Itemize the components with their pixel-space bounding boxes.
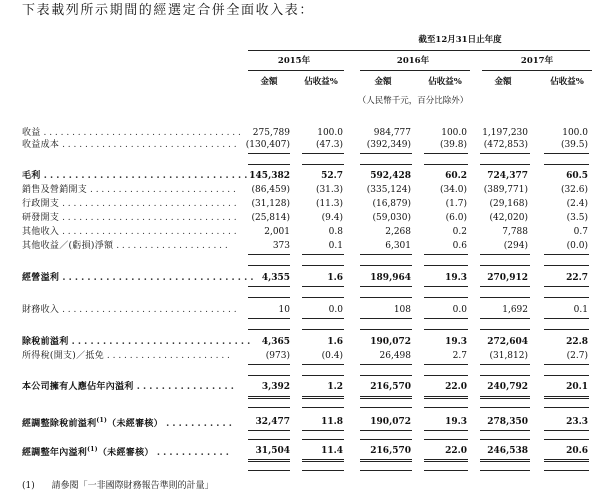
rule-13-col-4 xyxy=(480,439,530,440)
period-header: 截至12月31日止年度 xyxy=(418,35,502,45)
rule-12-col-1 xyxy=(302,430,344,431)
rule-3-col-0 xyxy=(248,265,290,266)
row-value: (130,407) xyxy=(245,140,290,150)
rule-6-col-0 xyxy=(248,318,290,319)
row-value: (392,349) xyxy=(366,140,411,150)
rule-13-col-0 xyxy=(248,439,290,440)
row-label-text: 經調整除稅前溢利 xyxy=(22,419,97,429)
rule-12-col-4 xyxy=(480,430,530,431)
row-value: 20.6 xyxy=(566,446,588,456)
year-2015: 2015年 xyxy=(277,56,311,66)
leader-dots: . . . . . . . . . . . . . . . . . . . . . . . . . . . . . . . . . . . xyxy=(40,171,260,181)
rule-13-col-5 xyxy=(544,439,589,440)
row-value: (47.3) xyxy=(315,140,343,150)
rule-3-col-5 xyxy=(544,265,589,266)
rule-6-col-3 xyxy=(424,318,468,319)
leader-dots: . . . . . . . . . . . . . . . . . . . . . . . . . . . . . . . xyxy=(59,140,237,150)
row-value: 2,268 xyxy=(385,227,411,237)
row-value: 20.1 xyxy=(566,382,588,392)
rule-7-col-3 xyxy=(424,329,468,330)
row-value: 190,072 xyxy=(370,417,411,427)
row-value: 7,788 xyxy=(502,227,528,237)
rule-7-col-2 xyxy=(360,329,412,330)
row-value: 11.8 xyxy=(321,417,343,427)
row-value: 1,692 xyxy=(502,305,528,315)
row-value: 6,301 xyxy=(385,241,411,251)
footnote-ref: (1) xyxy=(96,417,108,424)
row-value: 373 xyxy=(272,241,290,251)
row-value: 23.3 xyxy=(566,417,588,427)
rule-10-col-4 xyxy=(480,396,530,399)
row-value: 0.1 xyxy=(573,305,588,315)
row-label-text: 行政開支 xyxy=(22,199,60,209)
row-value: 189,964 xyxy=(370,273,411,283)
rule-6-col-2 xyxy=(360,318,412,319)
rule-1-col-1 xyxy=(302,164,344,165)
row-value: 246,538 xyxy=(487,446,528,456)
rule-1-col-4 xyxy=(480,164,530,165)
row-value: 108 xyxy=(393,305,411,315)
row-value: 592,428 xyxy=(370,171,411,181)
rule-12-col-0 xyxy=(248,430,290,431)
row-value: 1.6 xyxy=(327,273,343,283)
row-label-text: 經營溢利 xyxy=(22,273,60,283)
leader-dots: . . . . . . . . . . . . . . . . . . . . . . . . . . . . . . . xyxy=(59,273,254,283)
rule-9-col-1 xyxy=(302,375,344,376)
row-label xyxy=(22,242,228,251)
row-value: 100.0 xyxy=(317,128,343,138)
rule-10-col-1 xyxy=(302,396,344,399)
row-value: (3.5) xyxy=(566,213,588,223)
row-value: 22.7 xyxy=(566,273,588,283)
rule-2-col-1 xyxy=(302,254,344,255)
row-value: (973) xyxy=(265,351,290,361)
unaudited-tag: （未經審核） xyxy=(97,448,154,458)
amount-label-2015: 金額 xyxy=(260,77,278,87)
row-value: 22.0 xyxy=(445,382,467,392)
rule-15-col-3 xyxy=(424,470,468,471)
row-value: 0.6 xyxy=(452,241,467,251)
leader-dots: . . . . . . . . . . . . . . . . . . . . . . . . . . . . . . . xyxy=(59,227,237,237)
year-rule-2017 xyxy=(482,70,592,71)
footnote-ref: (1) xyxy=(87,446,98,453)
year-rule-2016 xyxy=(360,70,470,71)
row-label-text: 除稅前溢利 xyxy=(22,337,69,347)
rule-0-col-1 xyxy=(302,153,344,154)
row-value: 190,072 xyxy=(370,337,411,347)
rule-8-col-3 xyxy=(424,364,468,365)
row-value: (2.7) xyxy=(566,351,588,361)
row-value: 216,570 xyxy=(370,382,411,392)
rule-12-col-5 xyxy=(544,430,589,431)
rule-4-col-5 xyxy=(544,286,589,287)
row-value: 0.2 xyxy=(452,227,467,237)
row-value: (39.8) xyxy=(439,140,467,150)
rule-14-col-0 xyxy=(248,459,290,462)
row-label-text: 本公司擁有人應佔年內溢利 xyxy=(22,382,134,392)
rule-6-col-1 xyxy=(302,318,344,319)
row-value: 4,355 xyxy=(261,273,290,283)
row-label-text: 收益 xyxy=(22,128,41,138)
row-value: 11.4 xyxy=(321,446,343,456)
row-value: 1.2 xyxy=(327,382,343,392)
rule-10-col-2 xyxy=(360,396,412,399)
unit-note: （人民幣千元，百分比除外） xyxy=(357,96,469,106)
pct-label-2016: 佔收益% xyxy=(428,77,462,87)
leader-dots: . . . . . . . . . . . . . . . . . . . . . . . . . . . . . xyxy=(68,337,251,347)
intro-text: 下表載列所示期間的經選定合併全面收入表： xyxy=(22,3,315,18)
footnote-text: 請參閱「一非國際財務報告準則的計量」 xyxy=(51,481,214,491)
rule-8-col-5 xyxy=(544,364,589,365)
row-value: (11.3) xyxy=(315,199,343,209)
leader-dots: . . . . . . . . . . . xyxy=(162,419,232,429)
rule-5-col-0 xyxy=(248,297,290,298)
row-value: (29,168) xyxy=(489,199,528,209)
row-label xyxy=(22,200,237,209)
rule-11-col-3 xyxy=(424,407,468,408)
row-value: 60.2 xyxy=(445,171,467,181)
row-value: 216,570 xyxy=(370,446,411,456)
rule-9-col-3 xyxy=(424,375,468,376)
row-value: 52.7 xyxy=(321,171,343,181)
row-label-text: 收益成本 xyxy=(22,140,60,150)
row-value: 3,392 xyxy=(261,382,290,392)
row-value: (31,812) xyxy=(489,351,528,361)
footnote-marker: (1) xyxy=(22,481,35,491)
row-label-text: 銷售及營銷開支 xyxy=(22,185,88,195)
row-label xyxy=(22,447,229,458)
rule-0-col-5 xyxy=(544,153,589,154)
row-value: (86,459) xyxy=(251,185,290,195)
rule-5-col-2 xyxy=(360,297,412,298)
row-value: 278,350 xyxy=(487,417,528,427)
row-label-text: 研發開支 xyxy=(22,213,60,223)
row-label xyxy=(22,352,230,361)
row-value: 26,498 xyxy=(379,351,411,361)
row-label xyxy=(22,129,241,138)
row-label xyxy=(22,186,236,195)
row-value: (0.0) xyxy=(566,241,588,251)
rule-9-col-4 xyxy=(480,375,530,376)
row-value: (9.4) xyxy=(321,213,343,223)
pct-label-2015: 佔收益% xyxy=(304,77,338,87)
row-label-text: 其他收入 xyxy=(22,227,60,237)
rule-14-col-1 xyxy=(302,459,344,462)
rule-13-col-3 xyxy=(424,439,468,440)
rule-11-col-1 xyxy=(302,407,344,408)
row-label xyxy=(22,228,237,237)
footnote xyxy=(22,482,214,491)
row-label-text: 經調整年內溢利 xyxy=(22,448,88,458)
rule-13-col-2 xyxy=(360,439,412,440)
rule-0-col-2 xyxy=(360,153,412,154)
row-value: 19.3 xyxy=(445,337,467,347)
row-value: 60.5 xyxy=(566,171,588,181)
rule-10-col-0 xyxy=(248,396,290,399)
row-value: (31,128) xyxy=(251,199,290,209)
row-value: (0.4) xyxy=(321,351,343,361)
row-value: 19.3 xyxy=(445,273,467,283)
row-value: 0.0 xyxy=(328,305,343,315)
row-value: (16,879) xyxy=(372,199,411,209)
rule-3-col-2 xyxy=(360,265,412,266)
year-2016: 2016年 xyxy=(396,56,430,66)
row-value: 32,477 xyxy=(255,417,290,427)
row-label-text: 其他收益／(虧損)淨額 xyxy=(22,241,114,251)
rule-9-col-2 xyxy=(360,375,412,376)
rule-0-col-4 xyxy=(480,153,530,154)
rule-9-col-5 xyxy=(544,375,589,376)
rule-1-col-2 xyxy=(360,164,412,165)
rule-7-col-0 xyxy=(248,329,290,330)
row-value: 145,382 xyxy=(249,171,290,181)
row-value: 0.1 xyxy=(328,241,343,251)
row-value: 1.6 xyxy=(327,337,343,347)
rule-15-col-5 xyxy=(544,470,589,471)
row-value: 2,001 xyxy=(264,227,290,237)
rule-0-col-0 xyxy=(248,153,290,154)
rule-5-col-1 xyxy=(302,297,344,298)
row-value: 4,365 xyxy=(261,337,290,347)
rule-3-col-3 xyxy=(424,265,468,266)
row-label-text: 財務收入 xyxy=(22,305,60,315)
rule-14-col-2 xyxy=(360,459,412,462)
rule-8-col-2 xyxy=(360,364,412,365)
row-value: (31.3) xyxy=(315,185,343,195)
rule-7-col-4 xyxy=(480,329,530,330)
rule-0-col-3 xyxy=(424,153,468,154)
rule-1-col-3 xyxy=(424,164,468,165)
row-value: 0.7 xyxy=(573,227,588,237)
rule-15-col-2 xyxy=(360,470,412,471)
row-value: (25,814) xyxy=(251,213,290,223)
row-label xyxy=(22,141,237,150)
rule-8-col-1 xyxy=(302,364,344,365)
rule-8-col-4 xyxy=(480,364,530,365)
rule-13-col-1 xyxy=(302,439,344,440)
rule-14-col-5 xyxy=(544,459,589,462)
amount-label-2016: 金額 xyxy=(374,77,392,87)
rule-7-col-5 xyxy=(544,329,589,330)
rule-1-col-0 xyxy=(248,164,290,165)
row-value: 19.3 xyxy=(445,417,467,427)
rule-3-col-4 xyxy=(480,265,530,266)
row-value: 100.0 xyxy=(441,128,467,138)
rule-12-col-2 xyxy=(360,430,412,431)
year-rule-2015 xyxy=(248,70,344,71)
rule-2-col-5 xyxy=(544,254,589,255)
unaudited-tag: （未經審核） xyxy=(107,419,163,429)
row-value: (59,030) xyxy=(372,213,411,223)
rule-15-col-4 xyxy=(480,470,530,471)
leader-dots: . . . . . . . . . . . . . . . . . . . . . . . . . . . . . . . xyxy=(59,199,237,209)
row-value: (472,853) xyxy=(483,140,528,150)
row-value: 10 xyxy=(278,305,290,315)
leader-dots: . . . . . . . . . . . . . . . . . . . . . . . . . . . . . . . xyxy=(59,213,237,223)
row-value: 31,504 xyxy=(255,446,290,456)
rule-2-col-0 xyxy=(248,254,290,255)
row-label-text: 毛利 xyxy=(22,171,41,181)
rule-10-col-5 xyxy=(544,396,589,399)
rule-6-col-5 xyxy=(544,318,589,319)
rule-15-col-1 xyxy=(302,470,344,471)
row-value: 724,377 xyxy=(487,171,528,181)
row-label xyxy=(22,338,250,347)
row-value: 2.7 xyxy=(452,351,467,361)
rule-11-col-5 xyxy=(544,407,589,408)
row-value: 240,792 xyxy=(487,382,528,392)
rule-2-col-2 xyxy=(360,254,412,255)
rule-14-col-4 xyxy=(480,459,530,462)
rule-4-col-3 xyxy=(424,286,468,287)
row-label-text: 所得稅(開支)／抵免 xyxy=(22,351,105,361)
rule-4-col-1 xyxy=(302,286,344,287)
row-value: 22.8 xyxy=(566,337,588,347)
row-value: (294) xyxy=(503,241,528,251)
row-value: (1.7) xyxy=(445,199,467,209)
rule-8-col-0 xyxy=(248,364,290,365)
rule-12-col-3 xyxy=(424,430,468,431)
leader-dots: . . . . . . . . . . . . . . . . xyxy=(133,382,234,392)
rule-11-col-4 xyxy=(480,407,530,408)
rule-4-col-4 xyxy=(480,286,530,287)
row-value: 272,604 xyxy=(487,337,528,347)
row-value: (39.5) xyxy=(560,140,588,150)
row-value: 22.0 xyxy=(445,446,467,456)
row-value: (335,124) xyxy=(366,185,411,195)
row-value: 0.8 xyxy=(328,227,343,237)
rule-5-col-3 xyxy=(424,297,468,298)
row-value: (32.6) xyxy=(560,185,588,195)
rule-2-col-3 xyxy=(424,254,468,255)
row-value: (389,771) xyxy=(483,185,528,195)
rule-10-col-3 xyxy=(424,396,468,399)
rule-4-col-0 xyxy=(248,286,290,287)
rule-9-col-0 xyxy=(248,375,290,376)
leader-dots: . . . . . . . . . . . . . . . . . . . . xyxy=(113,241,228,251)
row-value: 1,197,230 xyxy=(482,128,528,138)
leader-dots: . . . . . . . . . . . . . . . . . . . . . . xyxy=(104,351,230,361)
rule-5-col-5 xyxy=(544,297,589,298)
row-label xyxy=(22,418,232,429)
row-value: (34.0) xyxy=(439,185,467,195)
row-value: (2.4) xyxy=(566,199,588,209)
rule-14-col-3 xyxy=(424,459,468,462)
row-value: (6.0) xyxy=(445,213,467,223)
rule-7-col-1 xyxy=(302,329,344,330)
row-label xyxy=(22,383,234,392)
row-value: 275,789 xyxy=(252,128,290,138)
leader-dots: . . . . . . . . . . . . xyxy=(153,448,229,458)
row-value: 100.0 xyxy=(562,128,588,138)
rule-2-col-4 xyxy=(480,254,530,255)
leader-dots: . . . . . . . . . . . . . . . . . . . . . . . . . . . . . . . . . . . xyxy=(40,128,241,138)
row-label xyxy=(22,214,237,223)
pct-label-2017: 佔收益% xyxy=(550,77,584,87)
year-2017: 2017年 xyxy=(520,56,554,66)
row-value: (42,020) xyxy=(489,213,528,223)
period-rule xyxy=(248,50,590,51)
leader-dots: . . . . . . . . . . . . . . . . . . . . . . . . . . . . . . . xyxy=(59,305,237,315)
rule-11-col-2 xyxy=(360,407,412,408)
rule-5-col-4 xyxy=(480,297,530,298)
row-value: 270,912 xyxy=(487,273,528,283)
amount-label-2017: 金額 xyxy=(494,77,512,87)
row-label xyxy=(22,306,237,315)
rule-3-col-1 xyxy=(302,265,344,266)
row-label xyxy=(22,274,253,283)
row-value: 0.0 xyxy=(452,305,467,315)
rule-1-col-5 xyxy=(544,164,589,165)
leader-dots: . . . . . . . . . . . . . . . . . . . . . . . . . . xyxy=(87,185,236,195)
rule-15-col-0 xyxy=(248,470,290,471)
rule-6-col-4 xyxy=(480,318,530,319)
rule-4-col-2 xyxy=(360,286,412,287)
row-value: 984,777 xyxy=(373,128,411,138)
rule-11-col-0 xyxy=(248,407,290,408)
